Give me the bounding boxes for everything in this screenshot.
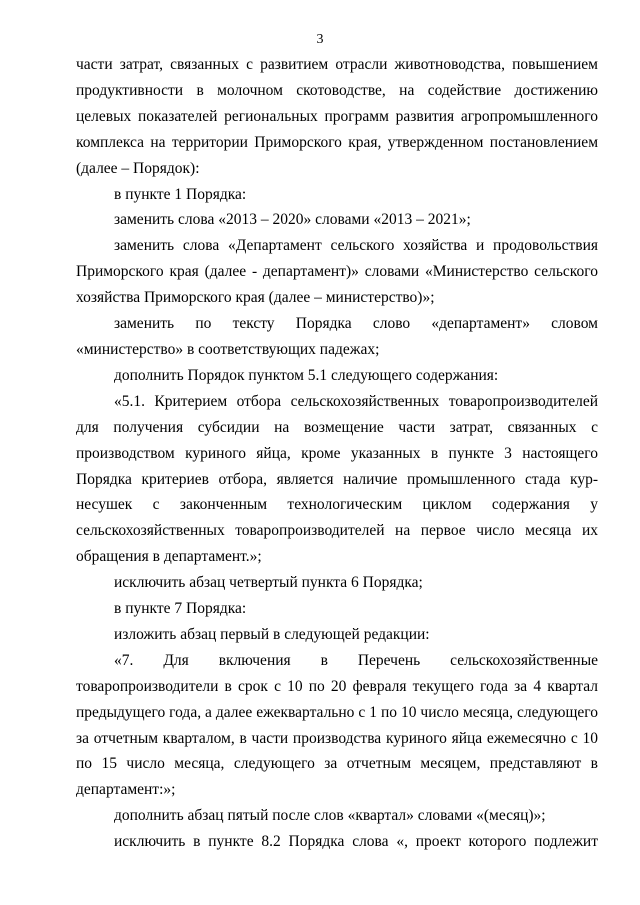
paragraph: «5.1. Критерием отбора сельскохозяйственных товаропроизводителей для получения субсидии на возмещение части затрат, связанных с производством куриного яйца, кроме указанных в пункте 3 настоящего Порядка критериев отбора, является наличие промышленного стада кур-несушек с законченным технологическим циклом содержания у сельскохозяйственных товаропроизводителей на первое число месяца их обращения в департамент.»;	[76, 392, 598, 566]
paragraph: дополнить абзац пятый после слов «квартал» словами «(месяц)»;	[114, 807, 546, 825]
paragraph: исключить абзац четвертый пункта 6 Порядка;	[114, 574, 423, 592]
paragraph: изложить абзац первый в следующей редакции:	[114, 625, 430, 643]
paragraph-continuation: части затрат, связанных с развитием отрасли животноводства, повышением продуктивности в молочном скотоводстве, на содействие достижению целевых показателей региональных программ развития агропромышленного комплекса на территории Приморского края, утвержденном постановлением (далее – Порядок):	[76, 56, 598, 177]
paragraph: дополнить Порядок пунктом 5.1 следующего содержания:	[114, 366, 499, 384]
paragraph: «7. Для включения в Перечень сельскохозяйственные товаропроизводители в срок с 10 по 20 февраля текущего года за 4 квартал предыдущего года, а далее ежеквартально с 1 по 10 число месяца, следующего за отчетным кварталом, в части производства куриного яйца ежемесячно с 10 по 15 число месяца, следующего за отчетным месяцем, представляют в департамент:»;	[76, 651, 598, 799]
paragraph: в пункте 7 Порядка:	[114, 600, 247, 618]
paragraph: в пункте 1 Порядка:	[114, 185, 247, 203]
page-number: 3	[316, 32, 324, 47]
paragraph: заменить слова «Департамент сельского хозяйства и продовольствия Приморского края (далее - департамент)» словами «Министерство сельского хозяйства Приморского края (далее – министерство)»;	[76, 237, 598, 307]
document-body	[76, 52, 598, 855]
paragraph: заменить слова «2013 – 2020» словами «2013 – 2021»;	[114, 211, 471, 229]
paragraph: заменить по тексту Порядка слово «департамент» словом «министерство» в соответствующих падежах;	[76, 315, 598, 358]
paragraph-continues: исключить в пункте 8.2 Порядка слова «, проект которого подлежит	[114, 833, 598, 851]
